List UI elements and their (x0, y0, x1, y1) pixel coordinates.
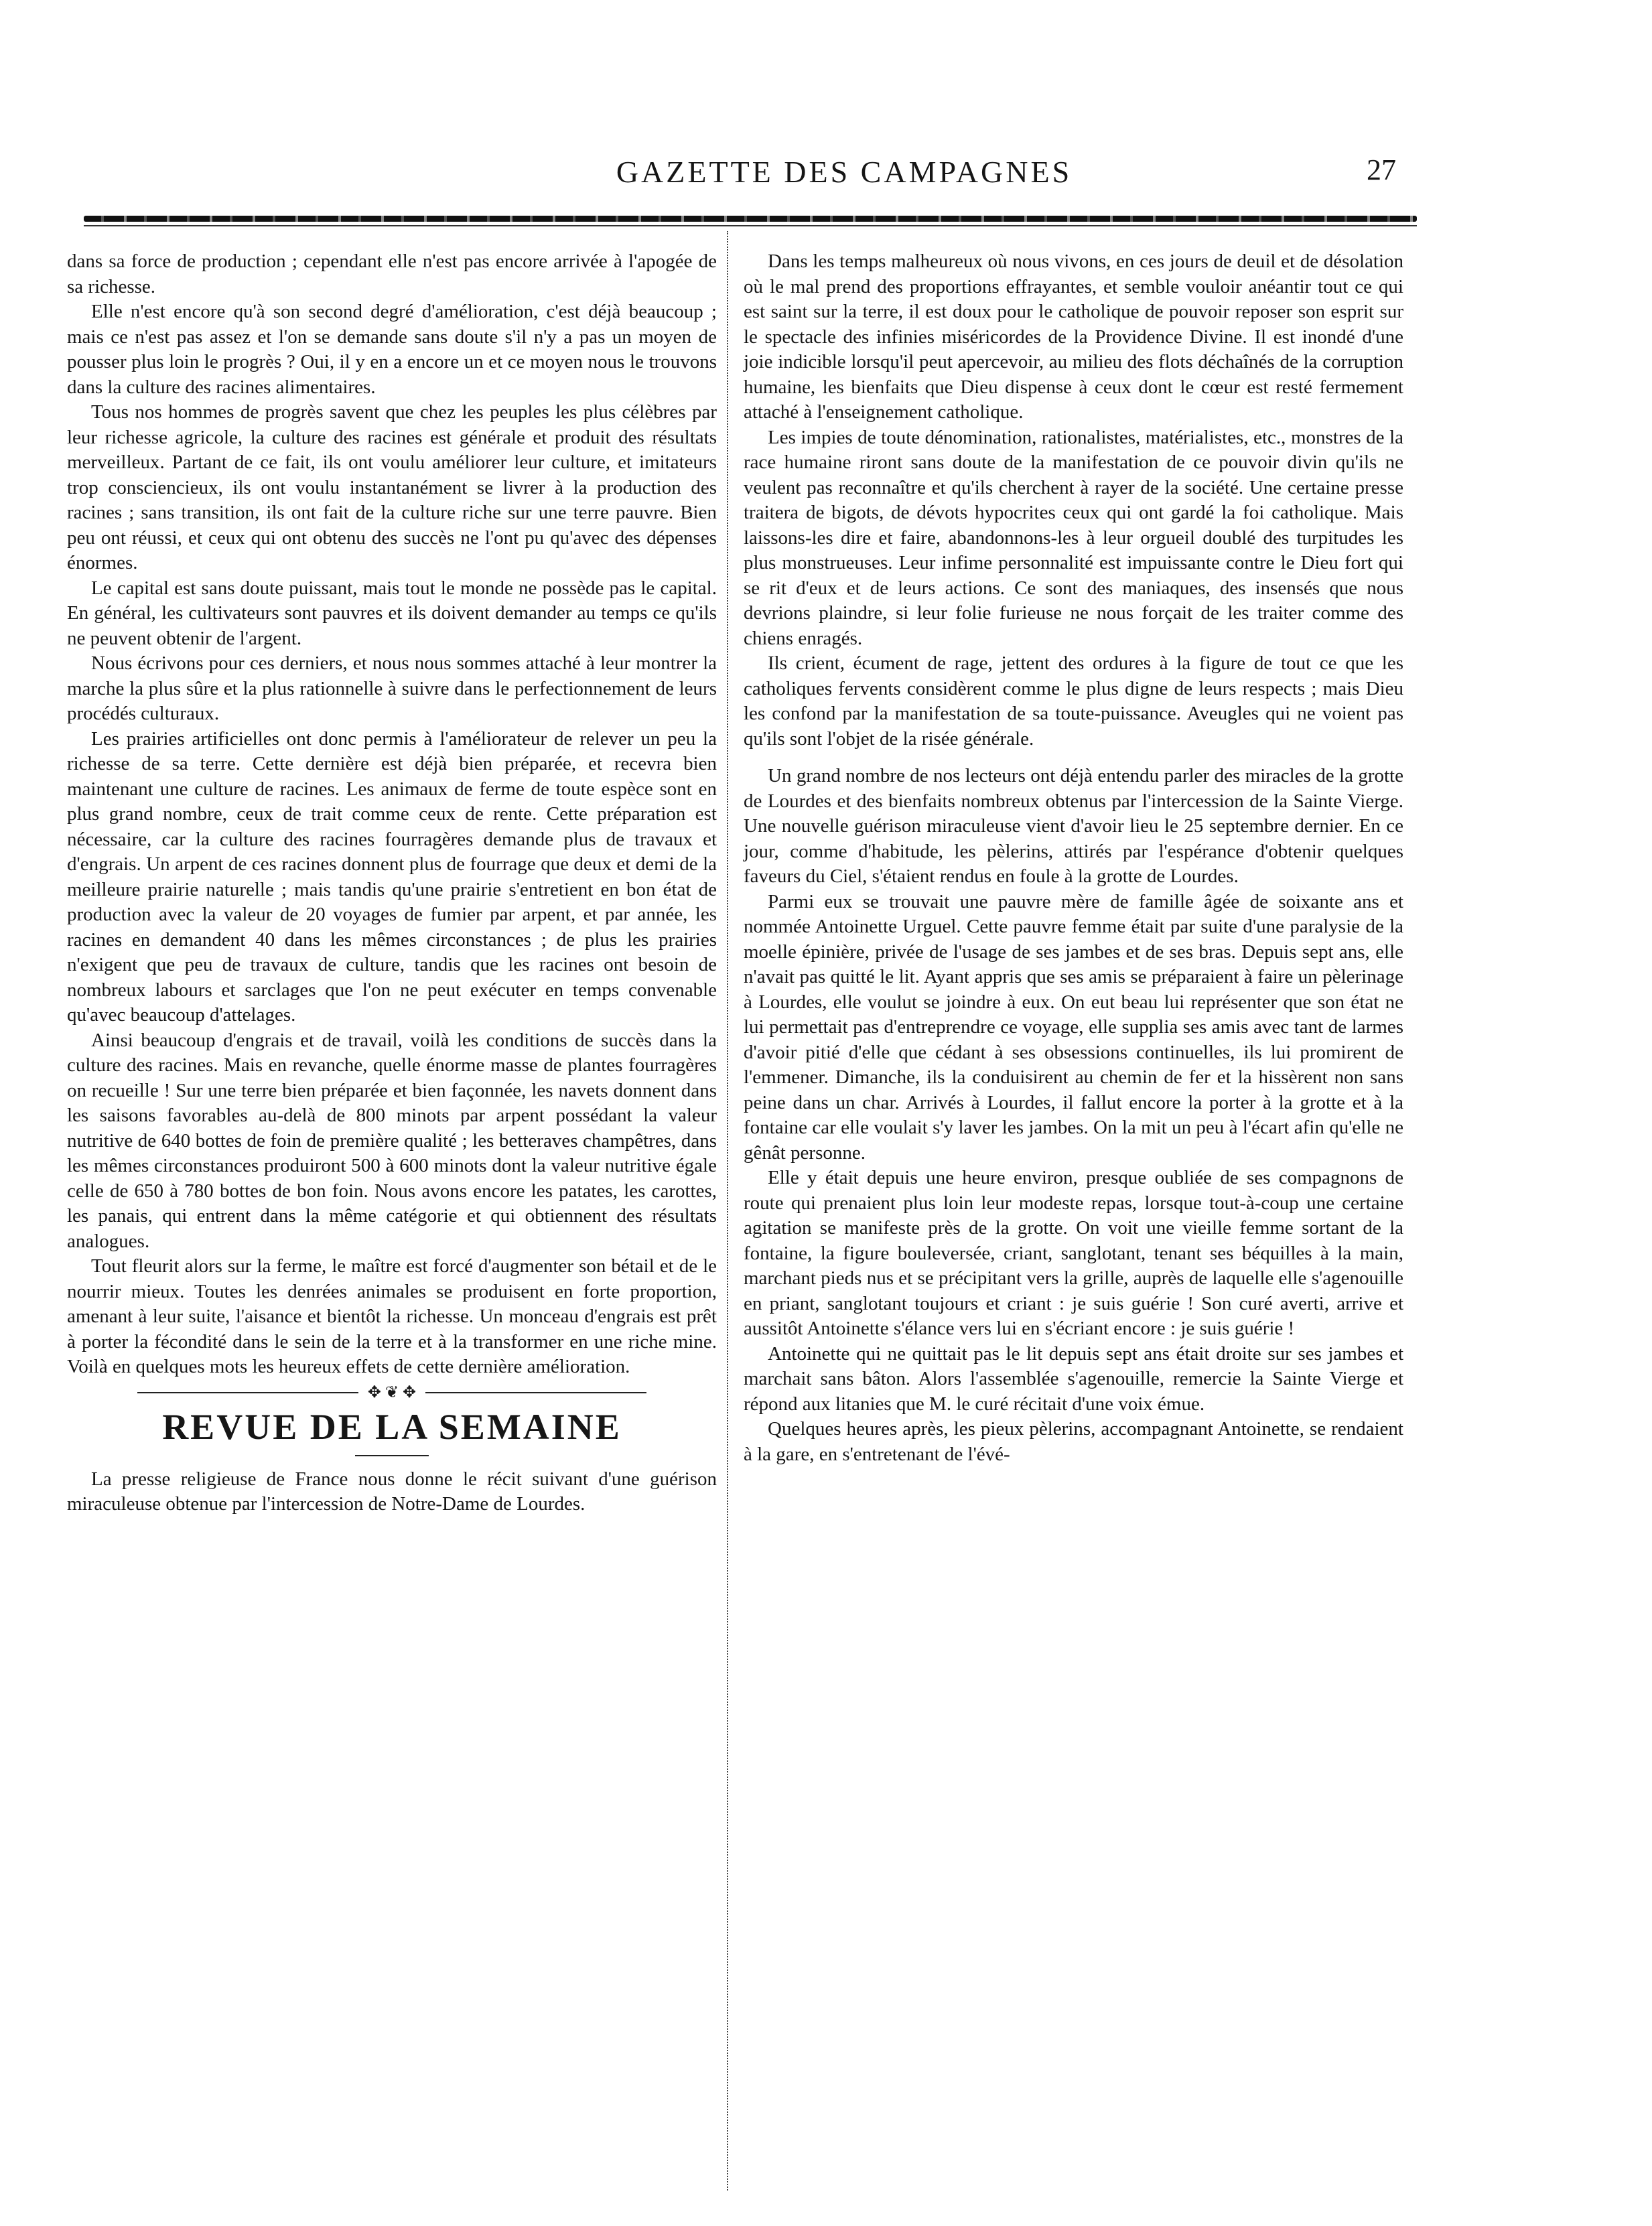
section-title: REVUE DE LA SEMAINE (162, 1406, 622, 1447)
paragraph: Parmi eux se trouvait une pauvre mère de famille âgée de soixante ans et nommée Antoinette Urguel. Cette pauvre femme était par suite d'une paralysie de la moelle épinière, privée de l'usage de ses jambes et de ses bras. Depuis sept ans, elle n'avait pas quitté le lit. Ayant appris que ses amis se préparaient à faire un pèlerinage à Lourdes, elle voulut se joindre à eux. On eut beau lui représenter que son état ne lui permettait pas d'entreprendre ce voyage, elle supplia ses amis avec tant de larmes d'avoir pitié d'elle que cédant à ses obsessions continuelles, ils lui promirent de l'emmener. Dimanche, ils la conduisirent au chemin de fer et la hissèrent non sans peine dans un char. Arrivés à Lourdes, il fallut encore la porter à la grotte et à la fontaine car elle voulait s'y laver les jambes. On la mit un peu à l'écart afin qu'elle ne gênât personne. (744, 890, 1403, 1164)
paragraph: Ainsi beaucoup d'engrais et de travail, voilà les conditions de succès dans la culture des racines. Mais en revanche, quelle énorme masse de plantes fourragères on recueille ! Sur une terre bien préparée et bien façonnée, les navets donnent dans les saisons favorables au-delà de 800 minots par arpent possédant la valeur nutritive de 640 bottes de foin de première qualité ; les betteraves champêtres, dans les mêmes circonstances produiront 500 à 600 minots dont la valeur nutritive égale celle de 650 à 780 bottes de bon foin. Nous avons encore les patates, les carottes, les panais, qui entrent dans la même catégorie et qui obtiennent des résultats analogues. (67, 1029, 717, 1252)
paragraph: Elle y était depuis une heure environ, presque oubliée de ses compagnons de route qui prenaient plus loin leur modeste repas, lorsque tout-à-coup une certaine agitation se manifeste près de la grotte. On voit une vieille femme sortant de la fontaine, la figure bouleversée, criant, sanglotant, tenant ses béquilles à la main, marchant pieds nus et se précipitant vers la grille, auprès de laquelle elle s'agenouille en priant, sanglotant toujours et criant : je suis guérie ! Son curé averti, arrive et aussitôt Antoinette s'élance vers lui en s'écriant encore : je suis guérie ! (744, 1167, 1403, 1339)
paragraph: Un grand nombre de nos lecteurs ont déjà entendu parler des miracles de la grotte de Lourdes et des bienfaits nombreux obtenus par l'intercession de la Sainte Vierge. Une nouvelle guérison miraculeuse vient d'avoir lieu le 25 septembre dernier. En ce jour, comme d'habitude, les pèlerins, attirés par l'espérance d'obtenir quelques faveurs du Ciel, s'étaient rendus en foule à la grotte de Lourdes. (744, 765, 1403, 887)
paragraph: Le capital est sans doute puissant, mais tout le monde ne possède pas le capital. En général, les cultivateurs sont pauvres et ils doivent demander au temps ce qu'ils ne peuvent obtenir de l'argent. (67, 577, 717, 649)
header-rule (84, 216, 1417, 222)
publication-title: GAZETTE DES CAMPAGNES (616, 155, 1073, 189)
paragraph: Tous nos hommes de progrès savent que chez les peuples les plus célèbres par leur richesse agricole, la culture des racines est générale et produit des résultats merveilleux. Partant de ce fait, ils ont voulu améliorer leur culture, et imitateurs trop consciencieux, ils ont voulu instantanément se livrer à la production des racines ; sans transition, ils ont fait de la culture riche sur une terre pauvre. Bien peu ont réussi, et ceux qui ont obtenu des succès ne l'ont pu qu'avec des dépenses énormes. (67, 401, 717, 573)
paragraph: Ils crient, écument de rage, jettent des ordures à la figure de tout ce que les catholiques fervents considèrent comme le plus digne de leurs respects ; mais Dieu les confond par la manifestation de sa toute-puissance. Aveugles qui ne voient pas qu'ils sont l'objet de la risée générale. (744, 652, 1403, 750)
paragraph: dans sa force de production ; cependant elle n'est pas encore arrivée à l'apogée de sa richesse. (67, 251, 717, 297)
left-column (67, 249, 717, 1517)
paragraph: La presse religieuse de France nous donne le récit suivant d'une guérison miraculeuse obtenue par l'intercession de Notre-Dame de Lourdes. (67, 1468, 717, 1515)
column-divider (727, 231, 728, 2190)
paragraph: Les impies de toute dénomination, rationalistes, matérialistes, etc., monstres de la race humaine riront sans doute de la manifestation de ce pouvoir divin qu'ils ne veulent pas reconnaître et qu'ils cherchent à rayer de la société. Une certaine presse traitera de bigots, de dévots hypocrites ceux qui ont gardé la foi catholique. Mais laissons-les dire et faire, abandonnons-les à leur orgueil doublé des turpitudes les plus monstrueuses. Leur infime personnalité est impuissante contre le Dieu fort qui se rit d'eux et de leurs actions. Ce sont des maniaques, des insensés que nous devrions plaindre, si leur folie furieuse ne nous forçait de les traiter comme des chiens enragés. (744, 426, 1403, 649)
paragraph: Dans les temps malheureux où nous vivons, en ces jours de deuil et de désolation où le mal prend des proportions effrayantes, et semble vouloir anéantir tout ce qui est saint sur la terre, il est doux pour le catholique de pouvoir reposer son esprit sur le spectacle des infinies miséricordes de la Providence Divine. Il est inondé d'une joie indicible lorsqu'il peut apercevoir, au milieu des flots déchaînés de la corruption humaine, les bienfaits que Dieu dispense à ceux dont le cœur est resté fermement attaché à l'enseignement catholique. (744, 251, 1403, 423)
page-number: 27 (1367, 153, 1396, 186)
paragraph: Antoinette qui ne quittait pas le lit depuis sept ans était droite sur ses jambes et marchait sans bâton. Alors l'assemblée s'agenouille, remercie la Sainte Vierge et répond aux litanies que M. le curé récitait d'une voix émue. (744, 1342, 1403, 1415)
ornament-divider: ✥ ❦ ✥ (137, 1385, 646, 1400)
section-rule (355, 1455, 429, 1456)
paragraph: Tout fleurit alors sur la ferme, le maître est forcé d'augmenter son bétail et de le nourrir mieux. Toutes les denrées animales se produisent en forte proportion, amenant à leur suite, l'aisance et bientôt la richesse. Un monceau d'engrais est prêt à porter la fécondité dans le sein de la terre et à la transformer en une riche mine. Voilà en quelques mots les heureux effets de cette dernière amélioration. (67, 1255, 717, 1377)
paragraph: Quelques heures après, les pieux pèlerins, accompagnant Antoinette, se rendaient à la gare, en s'entretenant de l'évé- (744, 1418, 1403, 1465)
right-column (744, 249, 1403, 1467)
header-rule-thin (84, 225, 1417, 226)
paragraph: Elle n'est encore qu'à son second degré d'amélioration, c'est déjà beaucoup ; mais ce n'est pas assez et l'on se demande sans doute s'il n'y a pas un moyen de pousser plus loin le progrès ? Oui, il y en a encore un et ce moyen nous le trouvons dans la culture des racines alimentaires. (67, 301, 717, 398)
paragraph: Nous écrivons pour ces derniers, et nous nous sommes attaché à leur montrer la marche la plus sûre et la plus rationnelle à suivre dans le perfectionnement de leurs procédés culturaux. (67, 652, 717, 724)
masthead (0, 149, 1652, 196)
paragraph: Les prairies artificielles ont donc permis à l'améliorateur de relever un peu la richesse de sa terre. Cette dernière est déjà bien préparée, et recevra bien maintenant une culture de racines. Les animaux de ferme de toute espèce sont en plus grand nombre, ceux de trait comme ceux de rente. Cette préparation est nécessaire, car la culture des racines fourragères demande plus de travaux et d'engrais. Un arpent de ces racines donnent plus de fourrage que deux et demi de la meilleure prairie naturelle ; mais tandis qu'une prairie s'entretient en bon état de production avec la valeur de 20 voyages de fumier par arpent, et par année, les racines en demandent 40 dans les mêmes circonstances ; de plus les prairies n'exigent que peu de travaux de culture, tandis que les racines ont besoin de nombreux labours et sarclages que l'on ne peut exécuter en temps convenable qu'avec beaucoup d'attelages. (67, 727, 717, 1026)
